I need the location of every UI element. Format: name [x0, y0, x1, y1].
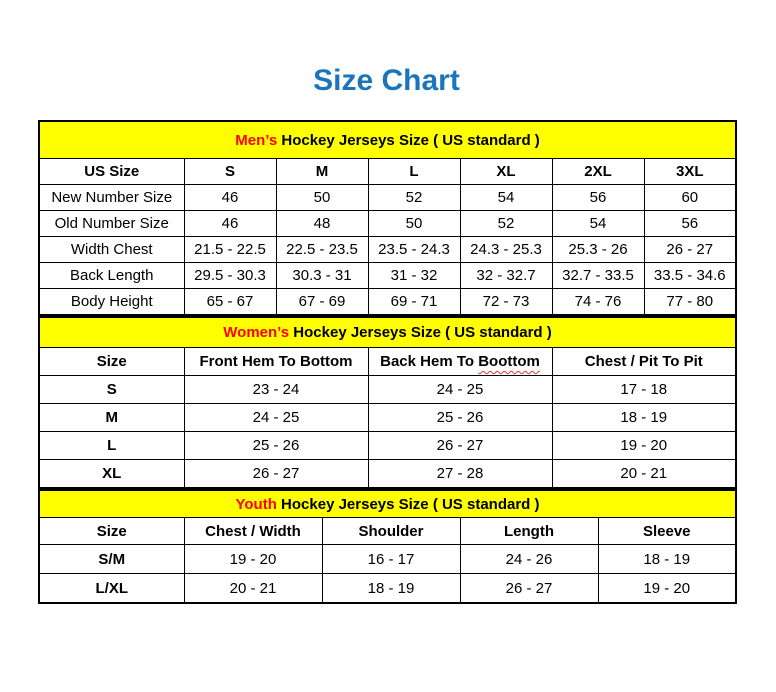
womens-banner-text: Hockey Jerseys Size ( US standard ): [289, 324, 552, 341]
row-label: Back Length: [39, 263, 184, 289]
youth-size-table: [38, 489, 737, 604]
mens-banner-highlight: Men’s: [235, 131, 278, 149]
row-label: Width Chest: [39, 237, 184, 263]
size-value: 20 - 21: [184, 574, 322, 604]
size-value: 33.5 - 34.6: [644, 263, 736, 289]
row-label: M: [39, 404, 184, 432]
mens-banner-text: Hockey Jerseys Size ( US standard ): [277, 131, 540, 149]
table-row: [39, 185, 736, 211]
misspelled-word: Boottom: [478, 353, 540, 370]
womens-size-table: [38, 316, 737, 489]
size-value: 60: [644, 185, 736, 211]
column-header: Sleeve: [598, 518, 736, 545]
table-row: [39, 432, 736, 460]
size-value: 22.5 - 23.5: [276, 237, 368, 263]
table-row: [39, 121, 736, 159]
table-row: [39, 289, 736, 316]
size-value: 32.7 - 33.5: [552, 263, 644, 289]
size-value: 24 - 26: [460, 545, 598, 574]
column-header: US Size: [39, 159, 184, 185]
column-header: Shoulder: [322, 518, 460, 545]
row-label: L/XL: [39, 574, 184, 604]
size-value: 50: [368, 211, 460, 237]
size-value: 16 - 17: [322, 545, 460, 574]
table-row: [39, 263, 736, 289]
table-row: [39, 490, 736, 518]
table-row: [39, 545, 736, 574]
table-row: [39, 348, 736, 376]
column-header: M: [276, 159, 368, 185]
column-header: Chest / Width: [184, 518, 322, 545]
size-value: 23 - 24: [184, 376, 368, 404]
youth-table-banner: [39, 490, 736, 518]
row-label: L: [39, 432, 184, 460]
size-value: 46: [184, 185, 276, 211]
size-value: 26 - 27: [644, 237, 736, 263]
size-value: 18 - 19: [598, 545, 736, 574]
size-value: 19 - 20: [598, 574, 736, 604]
table-row: [39, 317, 736, 348]
table-row: [39, 159, 736, 185]
size-value: 26 - 27: [184, 460, 368, 489]
table-row: [39, 404, 736, 432]
row-label: S: [39, 376, 184, 404]
column-header: XL: [460, 159, 552, 185]
youth-banner-text: Hockey Jerseys Size ( US standard ): [276, 495, 540, 513]
size-value: 54: [552, 211, 644, 237]
column-header: 3XL: [644, 159, 736, 185]
row-label: Old Number Size: [39, 211, 184, 237]
size-value: 52: [460, 211, 552, 237]
womens-banner-highlight: Women’s: [223, 324, 290, 341]
size-value: 18 - 19: [322, 574, 460, 604]
column-header: [368, 348, 552, 376]
size-value: 50: [276, 185, 368, 211]
size-value: 21.5 - 22.5: [184, 237, 276, 263]
row-label: XL: [39, 460, 184, 489]
column-header-text: Back Hem To: [380, 353, 475, 370]
row-label: New Number Size: [39, 185, 184, 211]
size-value: 30.3 - 31: [276, 263, 368, 289]
table-row: [39, 518, 736, 545]
size-value: 67 - 69: [276, 289, 368, 316]
size-value: 27 - 28: [368, 460, 552, 489]
size-value: 23.5 - 24.3: [368, 237, 460, 263]
size-value: 24 - 25: [368, 376, 552, 404]
size-tables-stack: [38, 120, 735, 604]
row-label: S/M: [39, 545, 184, 574]
size-value: 56: [644, 211, 736, 237]
size-value: 25.3 - 26: [552, 237, 644, 263]
size-value: 19 - 20: [184, 545, 322, 574]
mens-size-table: [38, 120, 737, 316]
column-header: L: [368, 159, 460, 185]
column-header: Chest / Pit To Pit: [552, 348, 736, 376]
column-header: Length: [460, 518, 598, 545]
table-row: [39, 460, 736, 489]
youth-banner-highlight: Youth: [235, 495, 277, 513]
column-header: S: [184, 159, 276, 185]
column-header: Front Hem To Bottom: [184, 348, 368, 376]
size-value: 32 - 32.7: [460, 263, 552, 289]
size-value: 17 - 18: [552, 376, 736, 404]
size-value: 52: [368, 185, 460, 211]
size-value: 56: [552, 185, 644, 211]
column-header: Size: [39, 348, 184, 376]
table-row: [39, 211, 736, 237]
table-row: [39, 237, 736, 263]
size-value: 72 - 73: [460, 289, 552, 316]
size-value: 74 - 76: [552, 289, 644, 316]
size-value: 20 - 21: [552, 460, 736, 489]
size-value: 69 - 71: [368, 289, 460, 316]
page-title: Size Chart: [313, 64, 460, 97]
size-value: 54: [460, 185, 552, 211]
womens-table-banner: [39, 317, 736, 348]
size-value: 26 - 27: [368, 432, 552, 460]
column-header: Size: [39, 518, 184, 545]
row-label: Body Height: [39, 289, 184, 316]
size-value: 24 - 25: [184, 404, 368, 432]
size-value: 46: [184, 211, 276, 237]
mens-table-banner: [39, 121, 736, 159]
size-value: 29.5 - 30.3: [184, 263, 276, 289]
size-value: 25 - 26: [368, 404, 552, 432]
table-row: [39, 376, 736, 404]
size-value: 18 - 19: [552, 404, 736, 432]
table-row: [39, 574, 736, 604]
size-value: 48: [276, 211, 368, 237]
size-value: 19 - 20: [552, 432, 736, 460]
size-value: 26 - 27: [460, 574, 598, 604]
column-header: 2XL: [552, 159, 644, 185]
size-value: 31 - 32: [368, 263, 460, 289]
size-value: 65 - 67: [184, 289, 276, 316]
size-value: 77 - 80: [644, 289, 736, 316]
size-value: 25 - 26: [184, 432, 368, 460]
size-value: 24.3 - 25.3: [460, 237, 552, 263]
